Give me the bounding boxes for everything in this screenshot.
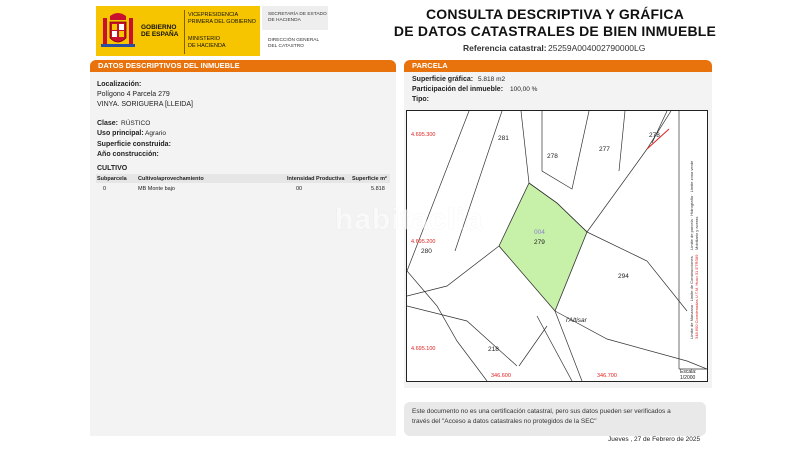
col-superficie: Superficie m² <box>352 176 387 182</box>
uso-value: Agrario <box>145 130 166 137</box>
parcel-number: 278 <box>649 132 660 139</box>
parcel-number: 218 <box>488 346 499 353</box>
parcel-number: 294 <box>618 273 629 280</box>
coord-x-label: 346.600 <box>491 373 511 379</box>
scale-box <box>680 370 696 381</box>
map-drawing <box>407 111 707 381</box>
coord-y-label: 4.695.300 <box>411 132 436 138</box>
localizacion-label: Localización: <box>97 81 142 88</box>
ref-value: 25259A004002790000LG <box>548 43 646 53</box>
cell-cultivo: MB Monte bajo <box>138 186 175 192</box>
cadastral-map <box>406 110 708 382</box>
localizacion-line1: Polígono 4 Parcela 279 <box>97 91 170 98</box>
sup-grafica-value: 5.818 m2 <box>478 76 506 83</box>
section-bar-datos: DATOS DESCRIPTIVOS DEL INMUEBLE <box>90 60 396 72</box>
parcel-number: 280 <box>421 248 432 255</box>
cultivo-title: CULTIVO <box>97 165 128 172</box>
legend-item: Límite de parcela <box>689 219 694 250</box>
direccion-text: DIRECCIÓN GENERAL DEL CATASTRO <box>268 38 320 49</box>
participacion-label: Participación del inmueble: <box>412 86 504 93</box>
clase-label: Clase: <box>97 120 119 127</box>
page-subtitle: DE DATOS CATASTRALES DE BIEN INMUEBLE <box>393 23 717 39</box>
coat-of-arms-icon <box>100 10 136 52</box>
superficie-construida-label: Superficie construida: <box>97 141 171 148</box>
uso-label: Uso principal: <box>97 130 144 137</box>
localizacion-line2: VINYA. SORIGUERA [LLEIDA] <box>97 101 193 108</box>
legend-item: Límite de Manzana <box>689 304 694 339</box>
cell-intensidad: 00 <box>296 186 303 192</box>
page-title: CONSULTA DESCRIPTIVA Y GRÁFICA <box>425 6 684 22</box>
scale-label: Escala: <box>680 369 697 375</box>
sup-grafica-label: Superficie gráfica: <box>412 76 474 83</box>
coord-y-label: 4.695.100 <box>411 346 436 352</box>
scale-value: 1/2000 <box>680 374 696 381</box>
gov-name: GOBIERNO DE ESPAÑA <box>141 24 179 38</box>
legend-item: Hidrografía <box>689 195 694 216</box>
notice-text: Este documento no es una certificación catastral, pero sus datos pueden ser verificados a través del "Acceso a datos catastrales no protegidos de la SEC" <box>412 408 671 425</box>
parcel-number: 278 <box>547 153 558 160</box>
section-bar-parcela: PARCELA <box>404 60 712 72</box>
coord-x-label: 346.700 <box>597 373 617 379</box>
projection-label: 348.600 Coordenadas U.T.M. Huso 31 ETRS89 <box>694 254 699 339</box>
legend-item: Límite zona verde <box>689 160 694 193</box>
vicepresidencia-text: VICEPRESIDENCIA PRIMERA DEL GOBIERNO <box>188 12 256 25</box>
ministerio-text: MINISTERIO DE HACIENDA <box>188 36 226 49</box>
parcel-number: 277 <box>599 146 610 153</box>
secretaria-text: SECRETARÍA DE ESTADO DE HACIENDA <box>268 12 327 23</box>
watermark: habitaclia <box>335 203 484 236</box>
cell-superficie: 5.818 <box>371 186 385 192</box>
document-date: Jueves , 27 de Febrero de 2025 <box>608 436 701 443</box>
legend-item: Mobiliario y aceras <box>694 216 699 250</box>
parcel-number: 281 <box>498 135 509 142</box>
highlighted-parcel <box>499 183 587 311</box>
map-legend: Límite de parcela · Hidrografía · Límite zona verde Mobiliario y aceras Límite de Manzana · Límite de Construcciones 348.600 Coordenadas U.T.M. Huso 31 ETRS89 <box>689 160 699 339</box>
logo-divider <box>184 10 185 54</box>
parcel-number-main: 279 <box>534 239 545 246</box>
clase-value: RÚSTICO <box>121 120 151 127</box>
parcel-subparcel-code: 004 <box>534 229 545 236</box>
tipo-label: Tipo: <box>412 96 429 103</box>
place-name: l'Altisar <box>566 317 587 324</box>
anio-construccion-label: Año construcción: <box>97 151 159 158</box>
legend-item: Límite de Construcciones <box>689 256 694 302</box>
coord-y-label: 4.695.200 <box>411 239 436 245</box>
col-subparcela: Subparcela <box>97 176 127 182</box>
col-cultivo: Cultivo/aprovechamiento <box>138 176 204 182</box>
ref-label: Referencia catastral: <box>463 43 547 53</box>
col-intensidad: Intensidad Productiva <box>287 176 345 182</box>
participacion-value: 100,00 % <box>510 86 538 93</box>
cell-subparcela: 0 <box>103 186 107 192</box>
